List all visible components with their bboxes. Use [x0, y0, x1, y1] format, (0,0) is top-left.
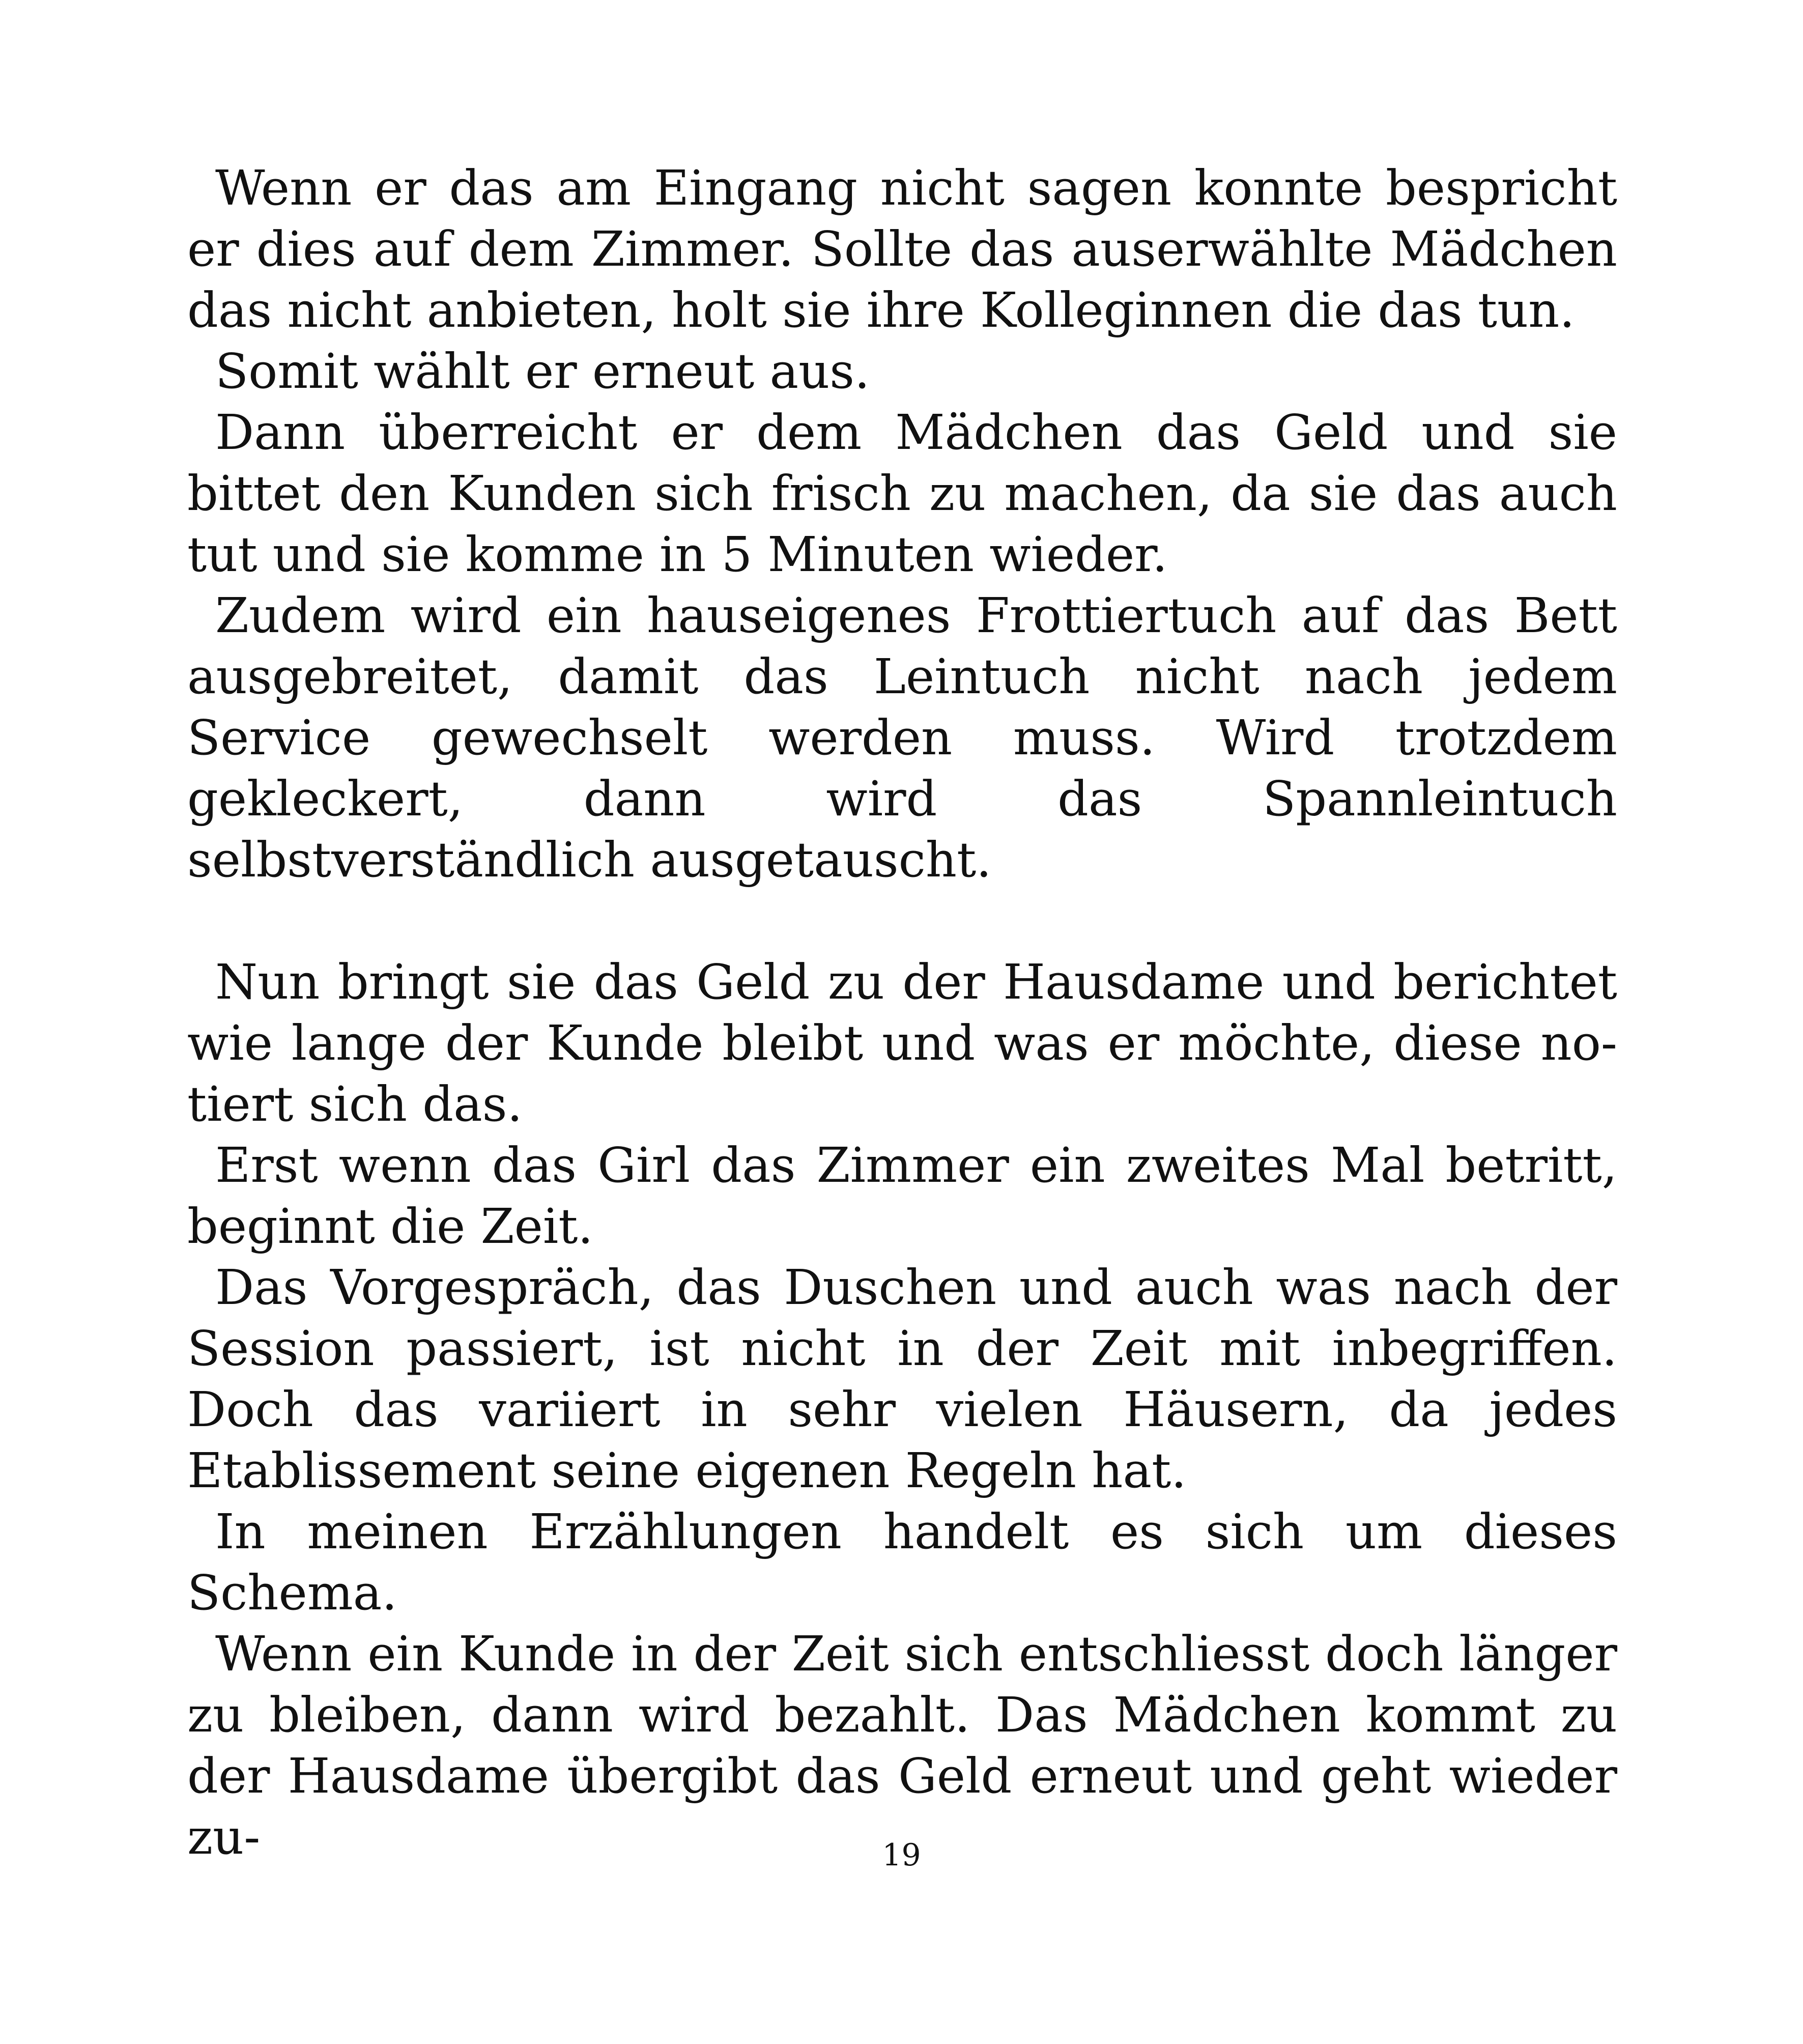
paragraph-3: Dann überreicht er dem Mädchen das Geld und sie bittet den Kunden sich frisch zu machen, da sie das auch tut und sie komme in 5 Minuten wieder. [187, 405, 1617, 583]
paragraph-8: In meinen Erzählungen handelt es sich um dieses Schema. [187, 1504, 1617, 1621]
paragraph-2: Somit wählt er erneut aus. [215, 344, 870, 400]
paragraph-5: Nun bringt sie das Geld zu der Hausdame und berichtet wie lange der Kunde bleibt und was er möchte, diese no-tiert sich das. [187, 954, 1617, 1132]
paragraph-6: Erst wenn das Girl das Zimmer ein zweites Mal betritt, beginnt die Zeit. [187, 1138, 1617, 1255]
paragraph-9: Wenn ein Kunde in der Zeit sich entschliesst doch länger zu bleiben, dann wird bezahlt. Das Mädchen kommt zu der Hausdame übergibt das Geld erneut und geht wieder zu- [187, 1626, 1617, 1865]
page-number: 19 [882, 1837, 921, 1873]
paragraph-1: Wenn er das am Eingang nicht sagen konnte bespricht er dies auf dem Zimmer. Sollte das auserwählte Mädchen das nicht anbieten, holt sie ihre Kolleginnen die das tun. [187, 160, 1617, 338]
paragraph-4: Zudem wird ein hauseigenes Frottiertuch auf das Bett ausgebreitet, damit das Leintuch nicht nach jedem Service gewechselt werden muss. Wird trotzdem gekleckert, dann wird das Spannleintuch selbstverständlich ausgetauscht. [187, 588, 1617, 888]
body-text [187, 158, 1617, 1868]
paragraph-7: Das Vorgespräch, das Duschen und auch was nach der Session passiert, ist nicht in der Zeit mit inbegriffen. Doch das variiert in sehr vielen Häusern, da jedes Etablissement seine eigenen Regeln hat. [187, 1260, 1617, 1499]
